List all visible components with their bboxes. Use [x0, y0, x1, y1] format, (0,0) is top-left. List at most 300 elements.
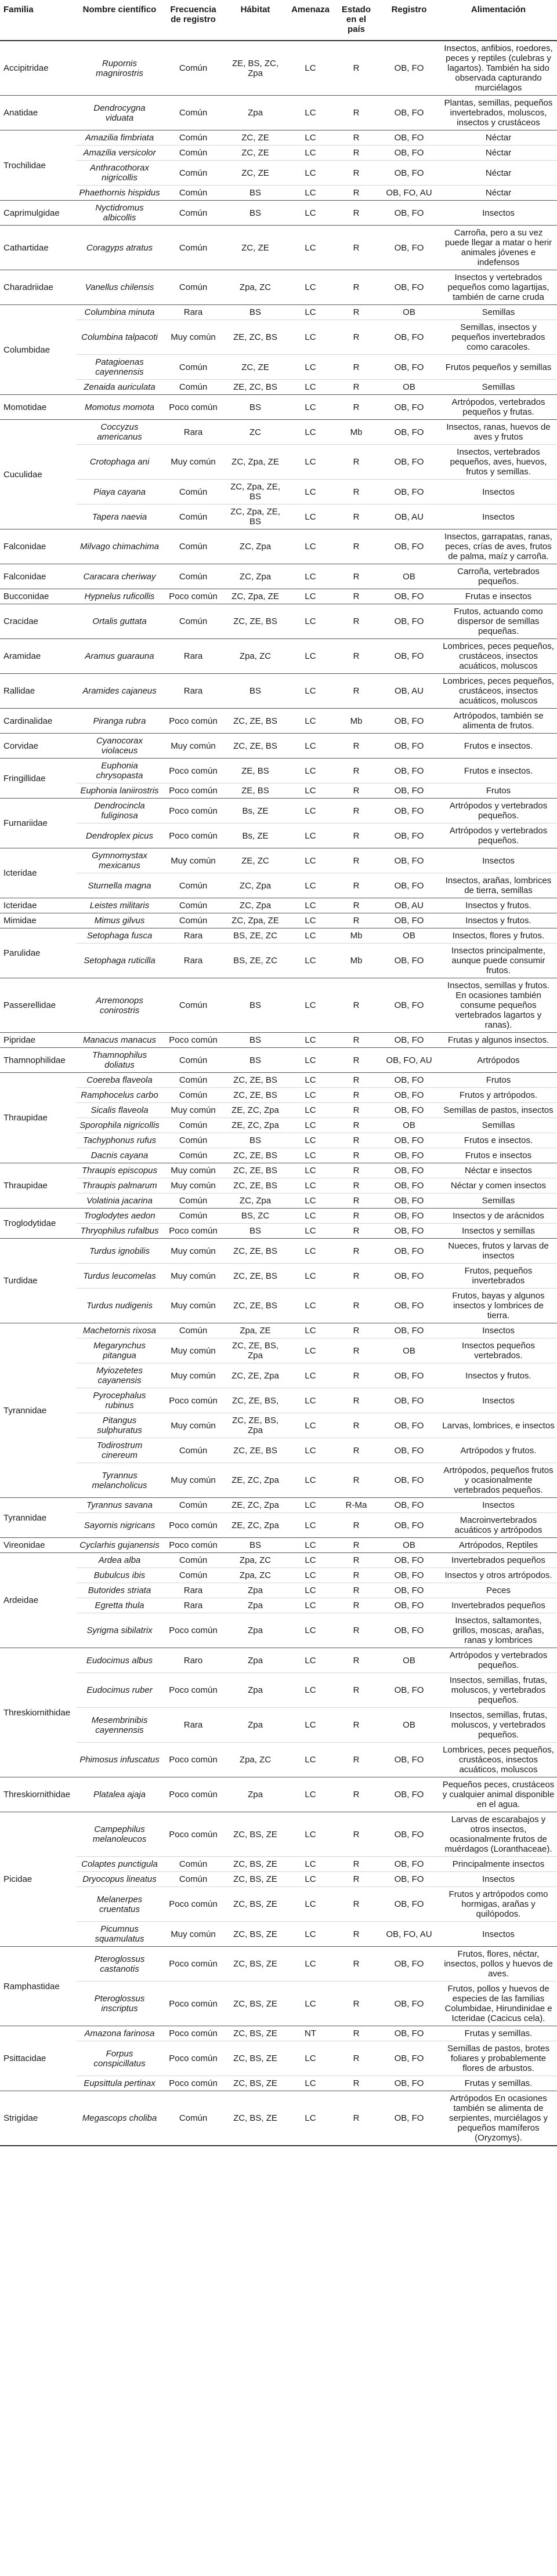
record-cell: OB, AU [378, 674, 440, 709]
habitat-cell: ZC, Zpa [224, 564, 287, 589]
scientific-name-cell: Momotus momota [77, 395, 162, 420]
threat-cell: LC [287, 1209, 334, 1224]
family-cell: Corvidae [0, 734, 77, 759]
table-row [0, 1323, 557, 1338]
diet-cell: Frutos e insectos. [440, 1133, 557, 1148]
status-cell: R [334, 355, 378, 380]
habitat-cell: Zpa, ZC [224, 1568, 287, 1583]
table-row [0, 604, 557, 639]
diet-cell: Larvas de escarabajos y otros insectos, ocasionalmente frutos de muérdagos (Loranthaceae). [440, 1812, 557, 1857]
status-cell: R [334, 1193, 378, 1209]
frequency-cell: Poco común [162, 589, 224, 604]
record-cell: OB, FO [378, 1887, 440, 1922]
status-cell: R [334, 1413, 378, 1438]
table-row [0, 1887, 557, 1922]
frequency-cell: Común [162, 1872, 224, 1887]
frequency-cell: Muy común [162, 445, 224, 480]
habitat-cell: Zpa [224, 96, 287, 130]
threat-cell: LC [287, 1289, 334, 1323]
table-row [0, 1568, 557, 1583]
diet-cell: Artrópodos, pequeños frutos y ocasionalmente vertebrados pequeños. [440, 1463, 557, 1498]
status-cell: R [334, 674, 378, 709]
record-cell: OB, FO [378, 1363, 440, 1388]
threat-cell: LC [287, 783, 334, 799]
table-row [0, 1538, 557, 1553]
threat-cell: LC [287, 898, 334, 913]
habitat-cell: ZE, ZC, Zpa [224, 1463, 287, 1498]
family-cell: Thamnophilidae [0, 1048, 77, 1073]
diet-cell: Insectos [440, 505, 557, 529]
table-row [0, 161, 557, 186]
frequency-cell: Común [162, 96, 224, 130]
threat-cell: LC [287, 1224, 334, 1239]
diet-cell: Néctar [440, 130, 557, 146]
table-row [0, 226, 557, 270]
habitat-cell: Zpa [224, 1598, 287, 1613]
diet-cell: Frutos [440, 783, 557, 799]
status-cell: R [334, 1264, 378, 1289]
habitat-cell: ZC, ZE [224, 161, 287, 186]
scientific-name-cell: Colaptes punctigula [77, 1857, 162, 1872]
header-estado: Estado en el país [334, 0, 378, 41]
threat-cell: LC [287, 1498, 334, 1513]
status-cell: R [334, 1743, 378, 1777]
record-cell: OB, FO, AU [378, 186, 440, 201]
scientific-name-cell: Pitangus sulphuratus [77, 1413, 162, 1438]
scientific-name-cell: Tapera naevia [77, 505, 162, 529]
diet-cell: Néctar y comen insectos [440, 1178, 557, 1193]
habitat-cell: ZC, ZE, Zpa [224, 1363, 287, 1388]
threat-cell: LC [287, 759, 334, 783]
table-row [0, 2026, 557, 2041]
scientific-name-cell: Dacnis cayana [77, 1148, 162, 1163]
threat-cell: LC [287, 1363, 334, 1388]
diet-cell: Artrópodos, Reptiles [440, 1538, 557, 1553]
status-cell: R [334, 130, 378, 146]
diet-cell: Insectos pequeños vertebrados. [440, 1338, 557, 1363]
habitat-cell: Zpa, ZC [224, 1553, 287, 1568]
scientific-name-cell: Sayornis nigricans [77, 1513, 162, 1538]
scientific-name-cell: Picumnus squamulatus [77, 1922, 162, 1947]
scientific-name-cell: Machetornis rixosa [77, 1323, 162, 1338]
habitat-cell: ZC, BS, ZE [224, 1887, 287, 1922]
diet-cell: Insectos, garrapatas, ranas, peces, crías de aves, frutos de palma, maíz y carroña. [440, 529, 557, 564]
record-cell: OB, FO [378, 270, 440, 305]
diet-cell: Insectos [440, 1498, 557, 1513]
status-cell: R [334, 1583, 378, 1598]
habitat-cell: Bs, ZE [224, 799, 287, 823]
table-row [0, 1388, 557, 1413]
habitat-cell: BS [224, 305, 287, 320]
frequency-cell: Común [162, 1193, 224, 1209]
diet-cell: Invertebrados pequeños [440, 1598, 557, 1613]
header-habitat: Hábitat [224, 0, 287, 41]
record-cell: OB, FO [378, 146, 440, 161]
threat-cell: LC [287, 1088, 334, 1103]
table-row [0, 270, 557, 305]
scientific-name-cell: Ardea alba [77, 1553, 162, 1568]
record-cell: OB, FO [378, 873, 440, 898]
status-cell: R [334, 146, 378, 161]
record-cell: OB, FO [378, 1982, 440, 2026]
header-alimentacion: Alimentación [440, 0, 557, 41]
diet-cell: Peces [440, 1583, 557, 1598]
status-cell: R [334, 1857, 378, 1872]
record-cell: OB, FO [378, 1178, 440, 1193]
habitat-cell: BS, ZE, ZC [224, 944, 287, 978]
scientific-name-cell: Egretta thula [77, 1598, 162, 1613]
habitat-cell: BS, ZE, ZC [224, 928, 287, 944]
record-cell: OB, FO [378, 1857, 440, 1872]
record-cell: OB, FO [378, 978, 440, 1033]
family-cell: Picidae [0, 1812, 77, 1947]
threat-cell: LC [287, 1777, 334, 1812]
habitat-cell: ZC, ZE [224, 130, 287, 146]
scientific-name-cell: Eudocimus ruber [77, 1673, 162, 1708]
threat-cell: LC [287, 848, 334, 873]
frequency-cell: Común [162, 1568, 224, 1583]
status-cell: R [334, 445, 378, 480]
frequency-cell: Rara [162, 639, 224, 674]
threat-cell: LC [287, 1613, 334, 1648]
status-cell: R [334, 320, 378, 355]
threat-cell: LC [287, 270, 334, 305]
habitat-cell: ZC, Zpa, ZE, BS [224, 505, 287, 529]
frequency-cell: Poco común [162, 759, 224, 783]
frequency-cell: Poco común [162, 1538, 224, 1553]
record-cell: OB, AU [378, 898, 440, 913]
table-row [0, 944, 557, 978]
threat-cell: LC [287, 1438, 334, 1463]
status-cell: R [334, 395, 378, 420]
table-row [0, 1583, 557, 1598]
frequency-cell: Común [162, 604, 224, 639]
habitat-cell: ZC, Zpa [224, 529, 287, 564]
threat-cell: LC [287, 604, 334, 639]
table-row [0, 1947, 557, 1982]
table-row [0, 1613, 557, 1648]
diet-cell: Macroinvertebrados acuáticos y artrópodos [440, 1513, 557, 1538]
diet-cell: Artrópodos En ocasiones también se alimenta de serpientes, murciélagos y pequeños mamíferos (Oryzomys). [440, 2091, 557, 2146]
diet-cell: Artrópodos, vertebrados pequeños y frutas. [440, 395, 557, 420]
threat-cell: LC [287, 639, 334, 674]
status-cell: R [334, 1133, 378, 1148]
scientific-name-cell: Dryocopus lineatus [77, 1872, 162, 1887]
status-cell: R [334, 2026, 378, 2041]
family-cell: Charadriidae [0, 270, 77, 305]
frequency-cell: Poco común [162, 783, 224, 799]
scientific-name-cell: Phaethornis hispidus [77, 186, 162, 201]
table-row [0, 639, 557, 674]
frequency-cell: Común [162, 1048, 224, 1073]
family-cell: Tyrannidae [0, 1323, 77, 1498]
habitat-cell: ZE, ZC, Zpa [224, 1498, 287, 1513]
status-cell: R [334, 913, 378, 928]
table-row [0, 1178, 557, 1193]
habitat-cell: ZC, ZE, BS [224, 1148, 287, 1163]
status-cell: Mb [334, 709, 378, 734]
threat-cell: LC [287, 161, 334, 186]
frequency-cell: Común [162, 201, 224, 226]
threat-cell: LC [287, 1148, 334, 1163]
scientific-name-cell: Thamnophilus doliatus [77, 1048, 162, 1073]
status-cell: R [334, 1103, 378, 1118]
frequency-cell: Rara [162, 1708, 224, 1743]
diet-cell: Insectos [440, 1323, 557, 1338]
scientific-name-cell: Setophaga ruticilla [77, 944, 162, 978]
family-cell: Ramphastidae [0, 1947, 77, 2026]
diet-cell: Insectos, semillas, frutas, moluscos, y vertebrados pequeños. [440, 1673, 557, 1708]
table-row [0, 480, 557, 505]
habitat-cell: BS, ZC [224, 1209, 287, 1224]
family-cell: Furnariidae [0, 799, 77, 848]
status-cell: R [334, 1708, 378, 1743]
diet-cell: Semillas [440, 1118, 557, 1133]
table-row [0, 1033, 557, 1048]
threat-cell: LC [287, 1982, 334, 2026]
family-cell: Psittacidae [0, 2026, 77, 2091]
record-cell: OB, FO [378, 1133, 440, 1148]
threat-cell: LC [287, 2041, 334, 2076]
family-cell: Ardeidae [0, 1553, 77, 1648]
status-cell: R [334, 1338, 378, 1363]
diet-cell: Néctar [440, 186, 557, 201]
threat-cell: LC [287, 201, 334, 226]
family-cell: Icteridae [0, 898, 77, 913]
status-cell: R [334, 96, 378, 130]
diet-cell: Semillas de pastos, brotes foliares y probablemente flores de arbustos. [440, 2041, 557, 2076]
diet-cell: Frutos e insectos [440, 1148, 557, 1163]
scientific-name-cell: Pteroglossus castanotis [77, 1947, 162, 1982]
diet-cell: Lombrices, peces pequeños, crustáceos, insectos acuáticos, moluscos [440, 674, 557, 709]
habitat-cell: Zpa [224, 1613, 287, 1648]
habitat-cell: Bs, ZE [224, 823, 287, 848]
status-cell: R [334, 380, 378, 395]
scientific-name-cell: Eudocimus albus [77, 1648, 162, 1673]
threat-cell: LC [287, 1193, 334, 1209]
scientific-name-cell: Turdus leucomelas [77, 1264, 162, 1289]
record-cell: OB, FO [378, 1163, 440, 1178]
threat-cell: LC [287, 1048, 334, 1073]
diet-cell: Lombrices, peces pequeños, crustáceos, insectos acuáticos, moluscos [440, 639, 557, 674]
diet-cell: Insectos, vertebrados pequeños, aves, huevos, frutos y semillas. [440, 445, 557, 480]
table-row [0, 589, 557, 604]
diet-cell: Insectos, semillas, frutas, moluscos, y vertebrados pequeños. [440, 1708, 557, 1743]
family-cell: Turdidae [0, 1239, 77, 1323]
table-row [0, 759, 557, 783]
habitat-cell: Zpa [224, 1648, 287, 1673]
habitat-cell: BS [224, 395, 287, 420]
diet-cell: Semillas [440, 1193, 557, 1209]
habitat-cell: Zpa, ZC [224, 1743, 287, 1777]
diet-cell: Insectos [440, 201, 557, 226]
header-nombre-cientifico: Nombre científico [77, 0, 162, 41]
table-row [0, 928, 557, 944]
threat-cell: LC [287, 130, 334, 146]
status-cell: R [334, 1033, 378, 1048]
family-cell: Parulidae [0, 928, 77, 978]
family-cell: Falconidae [0, 529, 77, 564]
table-row [0, 1118, 557, 1133]
threat-cell: LC [287, 380, 334, 395]
frequency-cell: Común [162, 41, 224, 96]
frequency-cell: Común [162, 1073, 224, 1088]
diet-cell: Carroña, vertebrados pequeños. [440, 564, 557, 589]
table-row [0, 873, 557, 898]
record-cell: OB [378, 564, 440, 589]
status-cell: R [334, 270, 378, 305]
frequency-cell: Poco común [162, 799, 224, 823]
record-cell: OB, FO [378, 1583, 440, 1598]
diet-cell: Artrópodos [440, 1048, 557, 1073]
record-cell: OB, FO [378, 1239, 440, 1264]
family-cell: Icteridae [0, 848, 77, 898]
status-cell: R [334, 1538, 378, 1553]
record-cell: OB, FO [378, 1553, 440, 1568]
threat-cell: LC [287, 1922, 334, 1947]
frequency-cell: Poco común [162, 709, 224, 734]
family-cell: Pipridae [0, 1033, 77, 1048]
scientific-name-cell: Arremonops conirostris [77, 978, 162, 1033]
scientific-name-cell: Crotophaga ani [77, 445, 162, 480]
record-cell: OB, FO [378, 201, 440, 226]
diet-cell: Frutas e insectos [440, 589, 557, 604]
frequency-cell: Muy común [162, 1463, 224, 1498]
threat-cell: LC [287, 913, 334, 928]
status-cell: R [334, 1224, 378, 1239]
threat-cell: LC [287, 1133, 334, 1148]
frequency-cell: Común [162, 505, 224, 529]
frequency-cell: Poco común [162, 1812, 224, 1857]
threat-cell: LC [287, 1338, 334, 1363]
record-cell: OB, FO [378, 734, 440, 759]
threat-cell: LC [287, 146, 334, 161]
scientific-name-cell: Platalea ajaja [77, 1777, 162, 1812]
status-cell: R [334, 1323, 378, 1338]
status-cell: R [334, 978, 378, 1033]
habitat-cell: ZC, ZE [224, 226, 287, 270]
record-cell: OB, FO [378, 130, 440, 146]
habitat-cell: ZC, ZE, BS [224, 1178, 287, 1193]
habitat-cell: ZC, Zpa [224, 898, 287, 913]
table-row [0, 898, 557, 913]
scientific-name-cell: Ortalis guttata [77, 604, 162, 639]
habitat-cell: ZE, BS [224, 783, 287, 799]
table-row [0, 1048, 557, 1073]
record-cell: OB, FO [378, 445, 440, 480]
habitat-cell: Zpa, ZE [224, 1323, 287, 1338]
scientific-name-cell: Tyrannus melancholicus [77, 1463, 162, 1498]
habitat-cell: Zpa [224, 1673, 287, 1708]
diet-cell: Frutas y semillas. [440, 2076, 557, 2091]
frequency-cell: Común [162, 270, 224, 305]
threat-cell: LC [287, 480, 334, 505]
status-cell: R [334, 1073, 378, 1088]
table-row [0, 1922, 557, 1947]
diet-cell: Frutos, bayas y algunos insectos y lombrices de tierra. [440, 1289, 557, 1323]
scientific-name-cell: Milvago chimachima [77, 529, 162, 564]
habitat-cell: BS [224, 1033, 287, 1048]
table-row [0, 978, 557, 1033]
record-cell: OB, FO [378, 1513, 440, 1538]
scientific-name-cell: Forpus conspicillatus [77, 2041, 162, 2076]
status-cell: R [334, 505, 378, 529]
diet-cell: Artrópodos y vertebrados pequeños. [440, 799, 557, 823]
habitat-cell: ZC, ZE, BS [224, 1289, 287, 1323]
frequency-cell: Común [162, 873, 224, 898]
status-cell: R [334, 1777, 378, 1812]
table-row [0, 1857, 557, 1872]
record-cell: OB, FO [378, 226, 440, 270]
family-cell: Cardinalidae [0, 709, 77, 734]
record-cell: OB, FO [378, 395, 440, 420]
frequency-cell: Rara [162, 1598, 224, 1613]
record-cell: OB, FO [378, 1193, 440, 1209]
frequency-cell: Común [162, 1857, 224, 1872]
frequency-cell: Común [162, 480, 224, 505]
table-row [0, 783, 557, 799]
scientific-name-cell: Patagioenas cayennensis [77, 355, 162, 380]
status-cell: R [334, 823, 378, 848]
record-cell: OB, FO [378, 2041, 440, 2076]
scientific-name-cell: Phimosus infuscatus [77, 1743, 162, 1777]
scientific-name-cell: Amazona farinosa [77, 2026, 162, 2041]
record-cell: OB, FO [378, 1812, 440, 1857]
status-cell: R [334, 41, 378, 96]
diet-cell: Néctar [440, 161, 557, 186]
frequency-cell: Común [162, 529, 224, 564]
frequency-cell: Muy común [162, 1363, 224, 1388]
threat-cell: LC [287, 1743, 334, 1777]
record-cell: OB, FO [378, 1872, 440, 1887]
habitat-cell: ZC, BS, ZE [224, 2041, 287, 2076]
table-row [0, 1743, 557, 1777]
table-row [0, 1513, 557, 1538]
frequency-cell: Muy común [162, 1413, 224, 1438]
habitat-cell: ZE, ZC [224, 848, 287, 873]
threat-cell: LC [287, 709, 334, 734]
frequency-cell: Común [162, 564, 224, 589]
habitat-cell: ZC, BS, ZE [224, 1947, 287, 1982]
threat-cell: LC [287, 1463, 334, 1498]
threat-cell: LC [287, 1163, 334, 1178]
family-cell: Mimidae [0, 913, 77, 928]
record-cell: OB, FO [378, 161, 440, 186]
diet-cell: Insectos y semillas [440, 1224, 557, 1239]
threat-cell: LC [287, 873, 334, 898]
table-row [0, 1982, 557, 2026]
record-cell: OB, FO [378, 783, 440, 799]
scientific-name-cell: Pteroglossus inscriptus [77, 1982, 162, 2026]
habitat-cell: ZE, ZC, BS [224, 320, 287, 355]
record-cell: OB, FO [378, 1947, 440, 1982]
diet-cell: Artrópodos y frutos. [440, 1438, 557, 1463]
scientific-name-cell: Mimus gilvus [77, 913, 162, 928]
status-cell: R [334, 1568, 378, 1583]
status-cell: R [334, 734, 378, 759]
table-row [0, 848, 557, 873]
status-cell: R [334, 1922, 378, 1947]
habitat-cell: BS [224, 1224, 287, 1239]
scientific-name-cell: Ramphocelus carbo [77, 1088, 162, 1103]
table-row [0, 799, 557, 823]
status-cell: R [334, 1598, 378, 1613]
status-cell: Mb [334, 928, 378, 944]
record-cell: OB, FO [378, 1289, 440, 1323]
table-row [0, 1598, 557, 1613]
scientific-name-cell: Mesembrinibis cayennensis [77, 1708, 162, 1743]
table-row [0, 395, 557, 420]
